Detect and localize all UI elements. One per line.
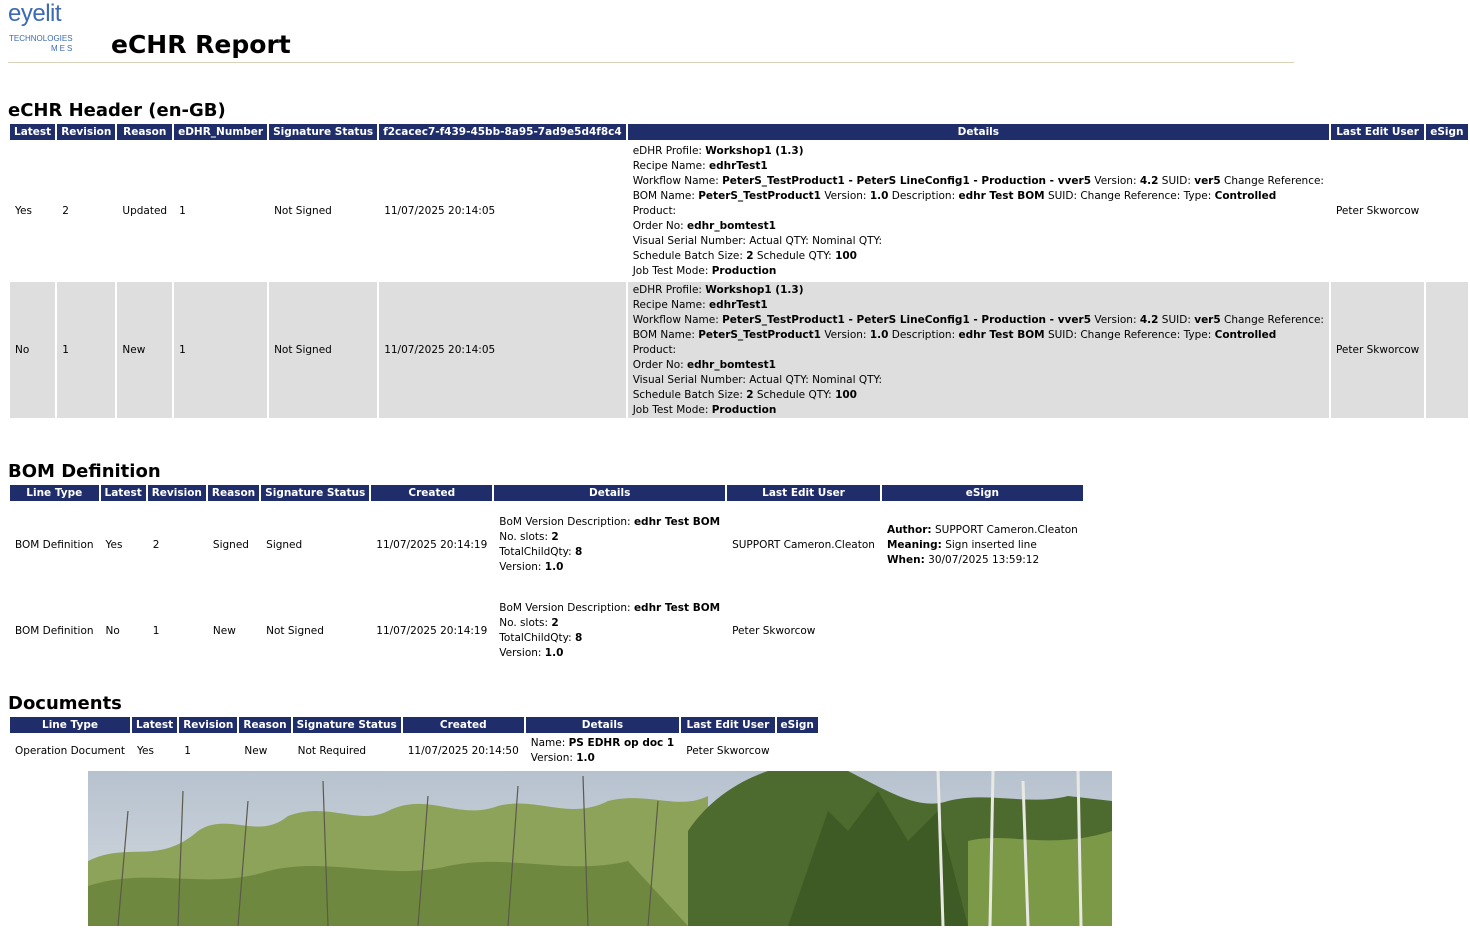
column-header: Last Edit User — [1331, 124, 1424, 140]
column-header: Signature Status — [261, 485, 369, 501]
cell-reason: New — [117, 282, 172, 418]
cell-revision: 2 — [152, 539, 160, 551]
column-header: Signature Status — [269, 124, 377, 140]
trees-photo — [88, 771, 1112, 926]
cell-esign — [1426, 282, 1467, 418]
table-row — [10, 142, 1468, 280]
cell-timestamp: 11/07/2025 20:14:05 — [379, 282, 626, 418]
logo-tagline: TECHNOLOGIES — [9, 34, 73, 43]
cell-signature-status: Not Required — [297, 745, 367, 757]
table-header-row — [10, 485, 1083, 501]
page-title: eCHR Report — [111, 30, 291, 59]
logo-brand: eyelit — [8, 0, 62, 27]
column-header: Latest — [101, 485, 146, 501]
cell-signature-status: Not Signed — [269, 282, 377, 418]
cell-latest: No — [105, 625, 120, 637]
cell-revision: 1 — [184, 745, 191, 757]
cell-reason: New — [244, 745, 268, 757]
column-header: Revision — [57, 124, 115, 140]
echr-header-table — [8, 122, 1470, 420]
bom-definition-table — [8, 483, 1085, 675]
column-header: Last Edit User — [727, 485, 880, 501]
cell-reason: Signed — [212, 539, 249, 551]
logo-product: MES — [51, 44, 75, 53]
cell-details: eDHR Profile: Workshop1 (1.3) Recipe Name: edhrTest1 Workflow Name: PeterS_TestProduct1 - PeterS LineConfig1 - Production - vver5 Version: 4.2 SUID: ver5 Change Reference: BOM Name: PeterS_TestProduct1 Version: 1.0 Description: edhr Test BOM SUID: Change Reference: Type: Controlled Product: Order No: edhr_bomtest1 Visual Serial Number: Actual QTY: Nominal QTY: Schedule Batch Size: 2 Schedule QTY: 100 Job Test Mode: Production — [632, 144, 1324, 277]
cell-line-type: Operation Document — [15, 745, 125, 757]
cell-details: Name: PS EDHR op doc 1 Version: 1.0 — [530, 737, 675, 764]
column-header: eSign — [777, 717, 818, 733]
report-header — [8, 0, 1294, 63]
cell-reason: Updated — [122, 205, 168, 217]
table-row — [10, 735, 818, 767]
cell-edhr-number: 1 — [179, 205, 186, 217]
column-header: Details — [494, 485, 725, 501]
column-header: Reason — [117, 124, 172, 140]
document-image — [88, 771, 1112, 926]
column-header: eSign — [882, 485, 1083, 501]
cell-latest: Yes — [137, 745, 154, 757]
cell-latest: Yes — [15, 205, 32, 217]
cell-created: 11/07/2025 20:14:19 — [376, 625, 488, 637]
column-header: Last Edit User — [681, 717, 774, 733]
column-header: Latest — [10, 124, 55, 140]
column-header: Reason — [239, 717, 290, 733]
table-row — [10, 282, 1468, 418]
cell-timestamp: 11/07/2025 20:14:05 — [384, 205, 496, 217]
cell-last-edit-user: Peter Skworcow — [686, 745, 770, 757]
cell-line-type: BOM Definition — [15, 625, 94, 637]
cell-esign — [777, 735, 818, 767]
column-header: Line Type — [10, 717, 130, 733]
column-header: Created — [403, 717, 524, 733]
table-row — [10, 589, 1083, 673]
cell-signature-status: Not Signed — [274, 205, 332, 217]
cell-latest: No — [10, 282, 55, 418]
eyelit-logo — [8, 0, 78, 58]
cell-details: BoM Version Description: edhr Test BOM No. slots: 2 TotalChildQty: 8 Version: 1.0 — [499, 516, 721, 573]
column-header: Revision — [148, 485, 206, 501]
cell-last-edit-user: SUPPORT Cameron.Cleaton — [732, 539, 875, 551]
column-header: Reason — [208, 485, 259, 501]
column-header: f2cacec7-f439-45bb-8a95-7ad9e5d4f8c4 — [379, 124, 626, 140]
documents-table — [8, 715, 820, 769]
cell-esign — [882, 589, 1083, 673]
column-header: Details — [628, 124, 1329, 140]
column-header: eDHR_Number — [174, 124, 267, 140]
cell-line-type: BOM Definition — [15, 539, 94, 551]
column-header: Signature Status — [293, 717, 401, 733]
cell-details: eDHR Profile: Workshop1 (1.3) Recipe Name: edhrTest1 Workflow Name: PeterS_TestProduct1 - PeterS LineConfig1 - Production - vver5 Version: 4.2 SUID: ver5 Change Reference: BOM Name: PeterS_TestProduct1 Version: 1.0 Description: edhr Test BOM SUID: Change Reference: Type: Controlled Product: Order No: edhr_bomtest1 Visual Serial Number: Actual QTY: Nominal QTY: Schedule Batch Size: 2 Schedule QTY: 100 Job Test Mode: Production — [628, 282, 1329, 418]
cell-reason: New — [212, 625, 236, 637]
cell-signature-status: Signed — [266, 539, 303, 551]
column-header: Details — [526, 717, 680, 733]
section-title-echr-header: eCHR Header (en-GB) — [8, 100, 226, 121]
cell-latest: Yes — [105, 539, 123, 551]
cell-revision: 1 — [57, 282, 115, 418]
cell-esign: Author: SUPPORT Cameron.Cleaton Meaning: Sign inserted line When: 30/07/2025 13:59:12 — [886, 523, 1078, 566]
cell-created: 11/07/2025 20:14:50 — [407, 745, 519, 757]
table-header-row — [10, 124, 1468, 140]
column-header: Created — [371, 485, 492, 501]
cell-last-edit-user: Peter Skworcow — [1335, 205, 1420, 217]
cell-esign — [1426, 142, 1467, 280]
column-header: Latest — [132, 717, 177, 733]
cell-details: BoM Version Description: edhr Test BOM No. slots: 2 TotalChildQty: 8 Version: 1.0 — [499, 602, 721, 659]
section-title-bom-definition: BOM Definition — [8, 461, 161, 482]
cell-last-edit-user: Peter Skworcow — [732, 625, 816, 637]
table-header-row — [10, 717, 818, 733]
cell-revision: 1 — [152, 625, 160, 637]
section-title-documents: Documents — [8, 693, 122, 714]
column-header: eSign — [1426, 124, 1467, 140]
cell-last-edit-user: Peter Skworcow — [1331, 282, 1424, 418]
cell-edhr-number: 1 — [174, 282, 267, 418]
cell-revision: 2 — [62, 205, 69, 217]
table-row — [10, 503, 1083, 587]
cell-created: 11/07/2025 20:14:19 — [376, 539, 488, 551]
column-header: Line Type — [10, 485, 99, 501]
column-header: Revision — [179, 717, 237, 733]
cell-signature-status: Not Signed — [266, 625, 324, 637]
